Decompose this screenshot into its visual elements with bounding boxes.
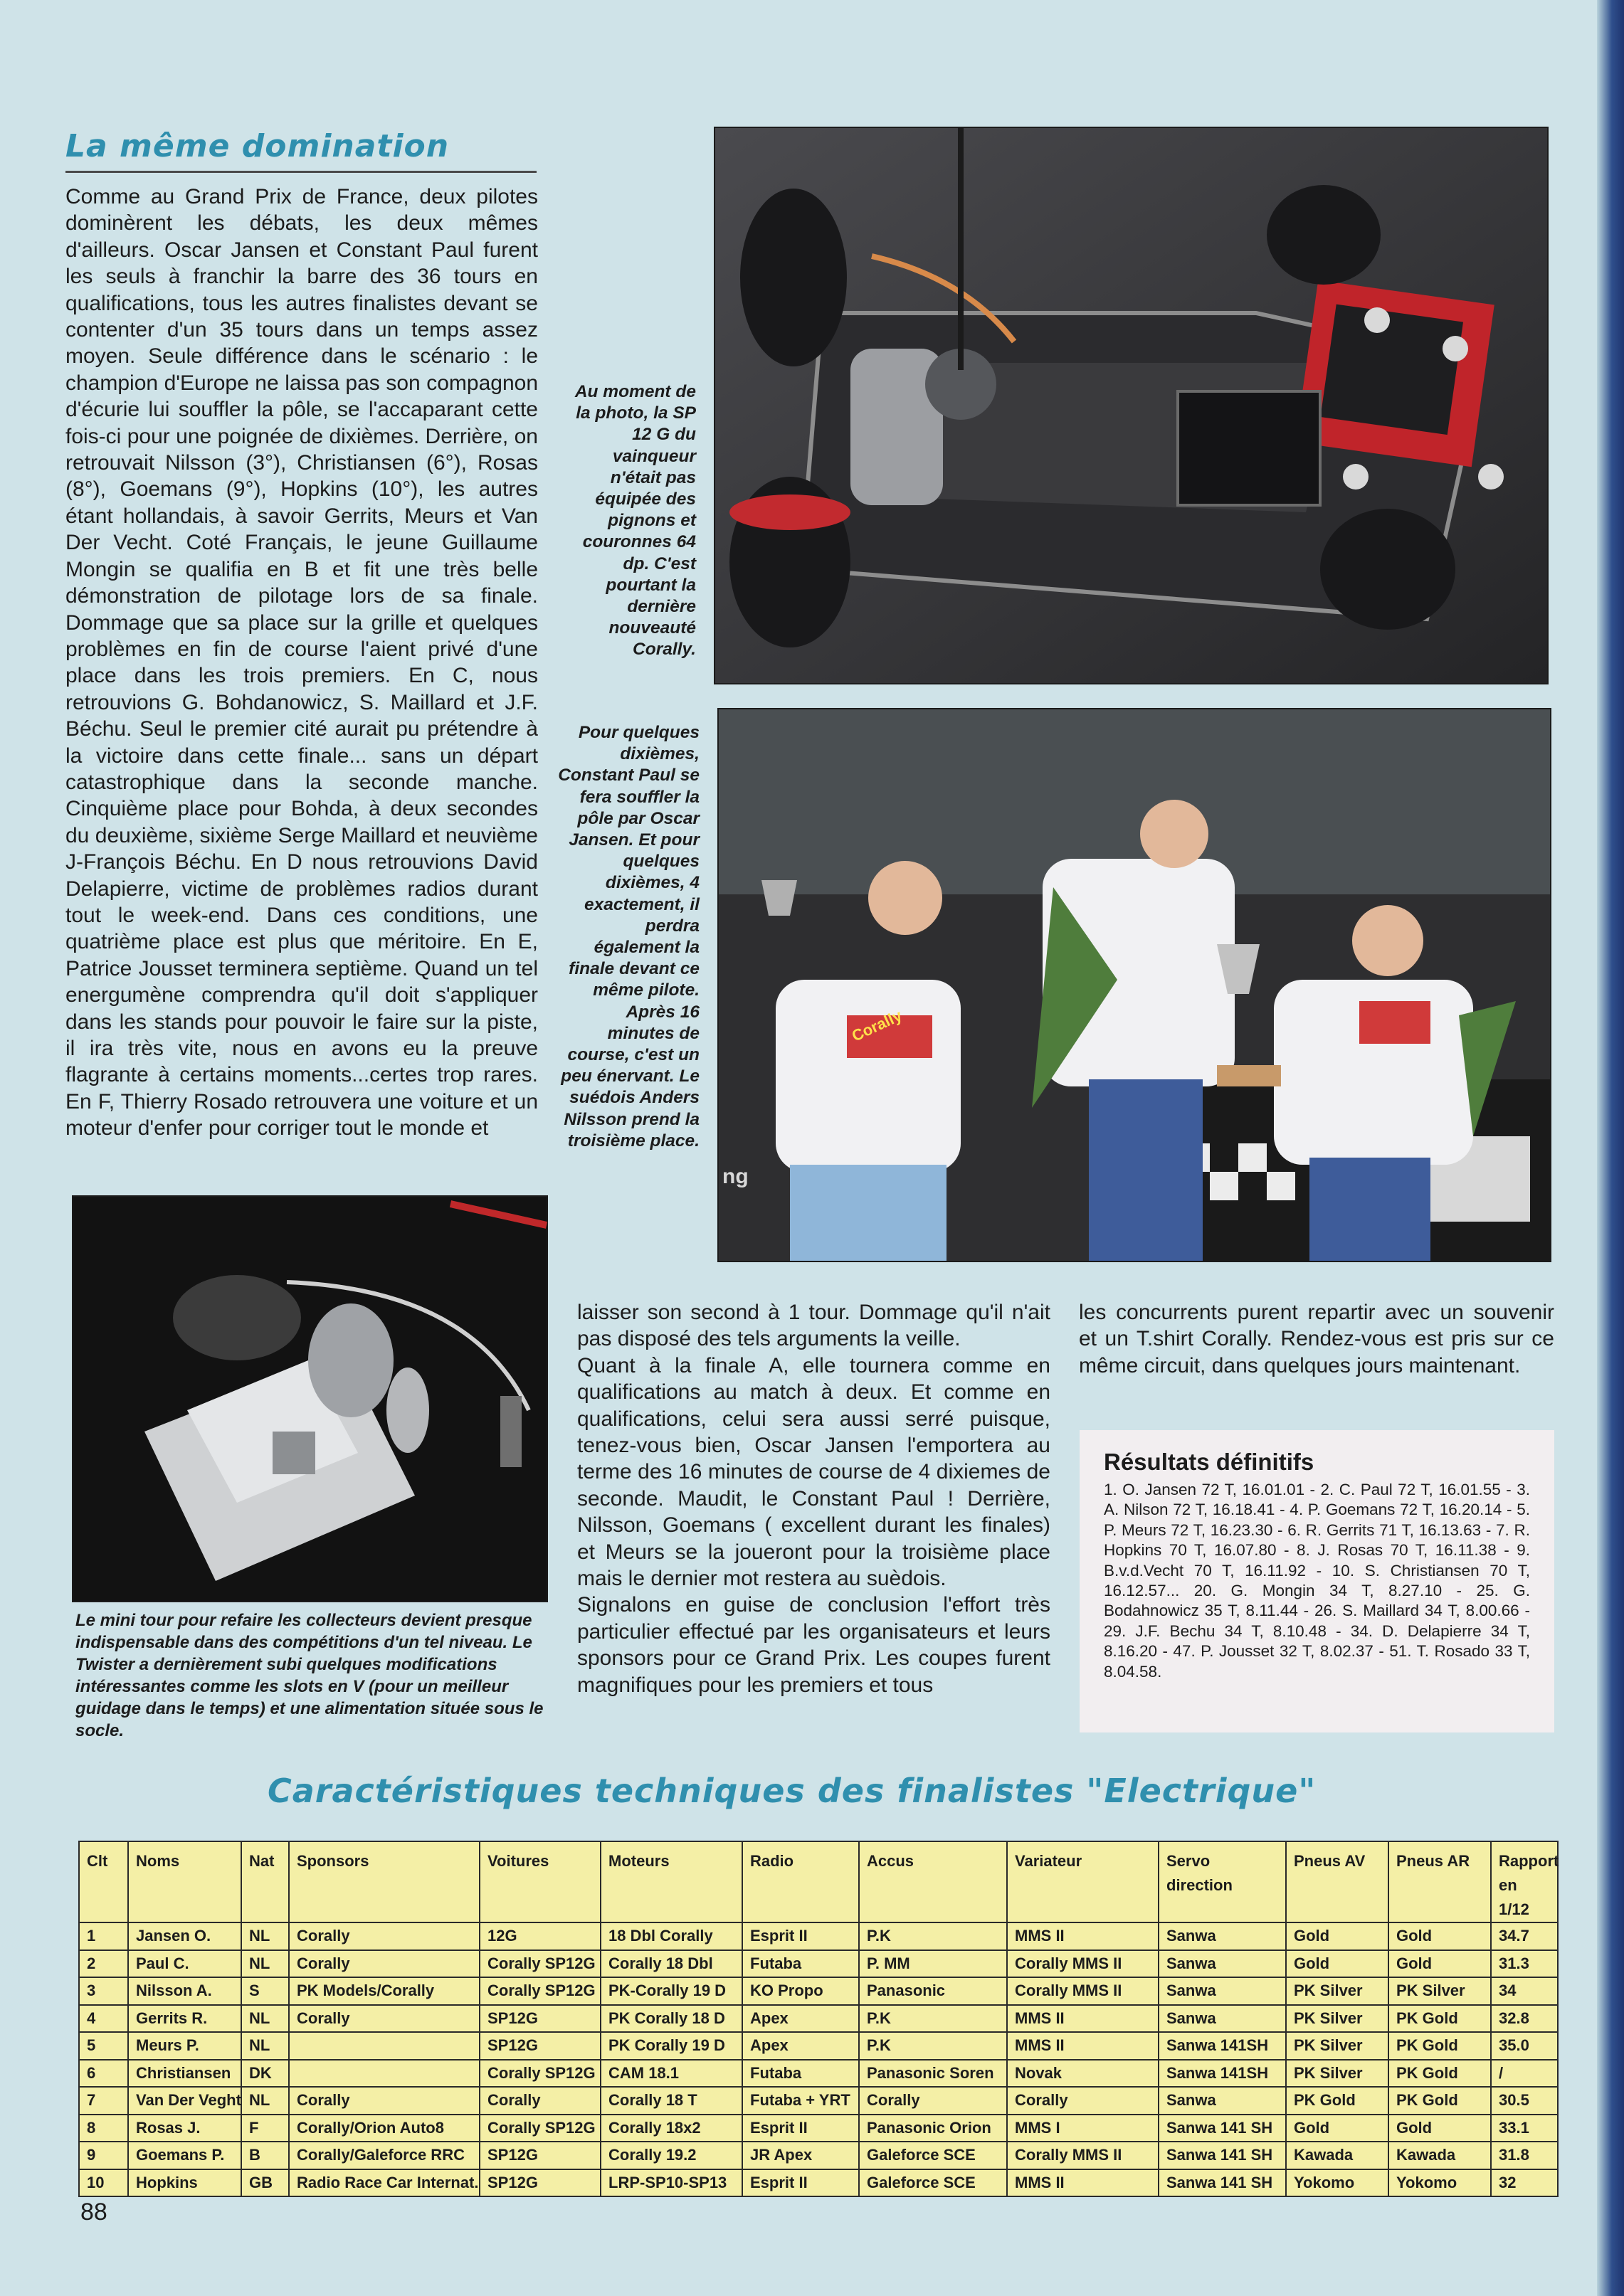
section-heading: La même domination xyxy=(65,128,450,164)
podium-banner-fragment: ng xyxy=(722,1165,749,1188)
specs-table-cell: 2 xyxy=(79,1950,128,1978)
header-cell: Rapport en 1/12 xyxy=(1491,1841,1558,1922)
specs-table-cell: Corally MMS II xyxy=(1007,1977,1159,2005)
lathe-illustration xyxy=(73,1197,547,1601)
specs-table-cell: MMS II xyxy=(1007,2005,1159,2033)
podium-photo-caption: Pour quelques dixièmes, Constant Paul se fera souffler la pôle par Oscar Jansen. Et pour quelques dixièmes, 4 exactement, il perdra également la finale devant ce même pilote. Après 16 minutes de course, c'est un peu énervant. Le suédois Anders Nilsson prend la troisième place. xyxy=(558,723,700,1150)
specs-table-cell: Corally MMS II xyxy=(1007,2142,1159,2169)
specs-table-cell: Panasonic Orion xyxy=(859,2115,1007,2142)
specs-table-cell: Van Der Veght xyxy=(128,2087,241,2115)
specs-table-cell: Esprit II xyxy=(742,2169,859,2197)
mini-lathe-caption: Le mini tour pour refaire les collecteurs devient presque indispensable dans des compétitions d'un tel niveau. Le Twister a dernièrement subi quelques modifications intéressantes comme les slots en V (pour un meilleur guidage dans le temps) et une alimentation située sous le socle. xyxy=(75,1611,544,1740)
specs-table-cell: Corally SP12G xyxy=(480,1977,601,2005)
header-cell: Pneus AR xyxy=(1388,1841,1491,1922)
specs-table-row xyxy=(79,2142,1558,2169)
specs-table-cell: Corally xyxy=(289,2005,480,2033)
specs-table-row xyxy=(79,2060,1558,2088)
specs-table-cell: Gold xyxy=(1388,1922,1491,1950)
specs-table-cell: PK Corally 18 D xyxy=(601,2005,742,2033)
specs-table-cell: PK Silver xyxy=(1388,1977,1491,2005)
specs-table-cell: Gold xyxy=(1286,1922,1388,1950)
header-cell: Moteurs xyxy=(601,1841,742,1922)
header-cell: Radio xyxy=(742,1841,859,1922)
specs-table-cell: Futaba xyxy=(742,1950,859,1978)
specs-table-cell: Corally xyxy=(289,1922,480,1950)
specs-table-cell: Corally xyxy=(289,2087,480,2115)
specs-table-cell: MMS II xyxy=(1007,2169,1159,2197)
specs-table-cell: SP12G xyxy=(480,2032,601,2060)
specs-table-cell: Sanwa 141 SH xyxy=(1159,2115,1286,2142)
specs-table-cell xyxy=(289,2032,480,2060)
specs-table-cell: Gold xyxy=(1286,2115,1388,2142)
specs-table-cell: Sanwa 141SH xyxy=(1159,2032,1286,2060)
results-title: Résultats définitifs xyxy=(1104,1449,1314,1475)
header-cell: Accus xyxy=(859,1841,1007,1922)
specs-table-cell: Sanwa xyxy=(1159,1922,1286,1950)
specs-table-cell: NL xyxy=(241,2032,289,2060)
header-cell: Variateur xyxy=(1007,1841,1159,1922)
specs-table-cell: Gold xyxy=(1388,1950,1491,1978)
specs-table-cell: Sanwa xyxy=(1159,2005,1286,2033)
specs-table-cell: SP12G xyxy=(480,2142,601,2169)
specs-table-cell: MMS I xyxy=(1007,2115,1159,2142)
specs-table-cell xyxy=(289,2060,480,2088)
specs-table-cell: Corally 18 T xyxy=(601,2087,742,2115)
specs-table-body xyxy=(79,1922,1558,2196)
specs-table-cell: Futaba xyxy=(742,2060,859,2088)
specs-table-cell: 9 xyxy=(79,2142,128,2169)
specs-table-cell: P.K xyxy=(859,2032,1007,2060)
header-cell: Voitures xyxy=(480,1841,601,1922)
specs-table-cell: Corally SP12G xyxy=(480,2115,601,2142)
specs-table-row xyxy=(79,2005,1558,2033)
mini-lathe-photo xyxy=(72,1195,548,1602)
specs-table-cell: Sanwa 141 SH xyxy=(1159,2142,1286,2169)
specs-table-cell: Hopkins xyxy=(128,2169,241,2197)
specs-table-cell: 18 Dbl Corally xyxy=(601,1922,742,1950)
specs-table-cell: NL xyxy=(241,2087,289,2115)
specs-table-cell: PK Silver xyxy=(1286,2032,1388,2060)
specs-table-cell: 8 xyxy=(79,2115,128,2142)
specs-table-cell: Sanwa xyxy=(1159,1950,1286,1978)
specs-table-cell: 4 xyxy=(79,2005,128,2033)
specs-table-cell: P. MM xyxy=(859,1950,1007,1978)
specs-table-cell: 12G xyxy=(480,1922,601,1950)
specs-table-cell: Corally SP12G xyxy=(480,2060,601,2088)
specs-table-cell: 6 xyxy=(79,2060,128,2088)
specs-table-cell: Goemans P. xyxy=(128,2142,241,2169)
specs-table-cell: Yokomo xyxy=(1286,2169,1388,2197)
specs-table-row xyxy=(79,1977,1558,2005)
specs-table-cell: 31.8 xyxy=(1491,2142,1558,2169)
specs-table-title: Caractéristiques techniques des finalistes "Electrique" xyxy=(268,1772,1317,1810)
specs-table-cell: Galeforce SCE xyxy=(859,2142,1007,2169)
specs-table-cell: SP12G xyxy=(480,2169,601,2197)
specs-table-cell: NL xyxy=(241,2005,289,2033)
specs-table-cell: 34.7 xyxy=(1491,1922,1558,1950)
specs-table-cell: PK Gold xyxy=(1388,2032,1491,2060)
specs-table-cell: / xyxy=(1491,2060,1558,2088)
header-cell: Noms xyxy=(128,1841,241,1922)
specs-table-cell: 1 xyxy=(79,1922,128,1950)
specs-table-cell: Kawada xyxy=(1286,2142,1388,2169)
specs-table-wrapper xyxy=(78,1841,1559,2191)
specs-table-cell: Sanwa xyxy=(1159,2087,1286,2115)
results-text: 1. O. Jansen 72 T, 16.01.01 - 2. C. Paul 72 T, 16.01.55 - 3. A. Nilson 72 T, 16.18.41 - 4. P. Goemans 72 T, 16.20.14 - 5. P. Meurs 72 T, 16.23.30 - 6. R. Gerrits 71 T, 16.13.63 - 7. R. Hopkins 70 T, 16.07.80 - 8. J. Rosas 70 T, 16.11.38 - 9. B.v.d.Vecht 70 T, 16.11.92 - 10. S. Christiansen 70 T, 16.12.57... 20. G. Mongin 34 T, 8.27.10 - 25. G. Bodahnowicz 35 T, 8.11.44 - 26. S. Maillard 34 T, 8.00.66 - 29. J.F. Bechu 34 T, 8.10.48 - 34. D. Delapierre 34 T, 8.16.20 - 47. P. Jousset 32 T, 8.02.37 - 51. T. Rosado 33 T, 8.04.58. xyxy=(1104,1481,1530,1681)
specs-table-row xyxy=(79,1922,1558,1950)
podium-shirt-logo: Corally xyxy=(849,1006,905,1045)
specs-table-cell: PK Silver xyxy=(1286,2005,1388,2033)
header-cell: Servo direction xyxy=(1159,1841,1286,1922)
specs-table-cell: 35.0 xyxy=(1491,2032,1558,2060)
specs-table-cell: PK Models/Corally xyxy=(289,1977,480,2005)
specs-table-cell: 5 xyxy=(79,2032,128,2060)
car-photo-caption: Au moment de la photo, la SP 12 G du vainqueur n'était pas équipée des pignons et couronnes 64 dp. C'est pourtant la dernière nouveauté Corally. xyxy=(574,382,696,660)
specs-table-cell: S xyxy=(241,1977,289,2005)
specs-table-cell: CAM 18.1 xyxy=(601,2060,742,2088)
specs-table-cell: Novak xyxy=(1007,2060,1159,2088)
specs-table-cell: LRP-SP10-SP13 xyxy=(601,2169,742,2197)
specs-table-cell: Panasonic xyxy=(859,1977,1007,2005)
article-column-1 xyxy=(65,184,538,1173)
specs-table-cell: Nilsson A. xyxy=(128,1977,241,2005)
article-paragraph: laisser son second à 1 tour. Dommage qu'il n'ait pas disposé des tels arguments la veille. xyxy=(577,1301,1050,1351)
specs-table-cell: SP12G xyxy=(480,2005,601,2033)
specs-table-cell: B xyxy=(241,2142,289,2169)
specs-table-row xyxy=(79,2087,1558,2115)
specs-table-cell: PK Silver xyxy=(1286,2060,1388,2088)
specs-table-cell: 7 xyxy=(79,2087,128,2115)
specs-table-cell: 32.8 xyxy=(1491,2005,1558,2033)
page-number: 88 xyxy=(80,2199,107,2226)
results-box xyxy=(1080,1430,1554,1732)
podium-photo xyxy=(717,708,1551,1262)
specs-table-cell: P.K xyxy=(859,1922,1007,1950)
specs-table-cell: 31.3 xyxy=(1491,1950,1558,1978)
specs-table-cell: Galeforce SCE xyxy=(859,2169,1007,2197)
specs-table-cell: Corally/Orion Auto8 xyxy=(289,2115,480,2142)
page-edge-binding xyxy=(1597,0,1624,2296)
specs-table-cell: Gold xyxy=(1388,2115,1491,2142)
specs-table-cell: Esprit II xyxy=(742,2115,859,2142)
specs-table-cell: Apex xyxy=(742,2005,859,2033)
specs-table-cell: Corally xyxy=(480,2087,601,2115)
specs-header-row xyxy=(79,1841,1558,1922)
specs-table-cell: PK Corally 19 D xyxy=(601,2032,742,2060)
podium-illustration xyxy=(719,709,1550,1261)
specs-table-cell: Corally xyxy=(289,1950,480,1978)
specs-table-cell: Sanwa xyxy=(1159,1977,1286,2005)
specs-table-cell: DK xyxy=(241,2060,289,2088)
specs-table-cell: Sanwa 141SH xyxy=(1159,2060,1286,2088)
specs-table-cell: Corally xyxy=(1007,2087,1159,2115)
specs-table-cell: Jansen O. xyxy=(128,1922,241,1950)
specs-table-cell: PK-Corally 19 D xyxy=(601,1977,742,2005)
specs-table-cell: Corally MMS II xyxy=(1007,1950,1159,1978)
specs-table-cell: Corally 18x2 xyxy=(601,2115,742,2142)
specs-table-cell: Gerrits R. xyxy=(128,2005,241,2033)
car-chassis-illustration xyxy=(715,128,1547,683)
specs-table-cell: MMS II xyxy=(1007,2032,1159,2060)
specs-table-cell: Corally 19.2 xyxy=(601,2142,742,2169)
specs-table-cell: Radio Race Car Internat. xyxy=(289,2169,480,2197)
article-paragraph: Signalons en guise de conclusion l'effort très particulier effectué par les organisateurs et leurs sponsors pour ce Grand Prix. Les coupes furent magnifiques pour les premiers et tous xyxy=(577,1593,1050,1697)
specs-table-cell: Sanwa 141 SH xyxy=(1159,2169,1286,2197)
specs-table xyxy=(78,1841,1559,2197)
article-paragraph: les concurrents purent repartir avec un souvenir et un T.shirt Corally. Rendez-vous est pris sur ce même circuit, dans quelques jours maintenant. xyxy=(1079,1301,1554,1377)
specs-table-cell: GB xyxy=(241,2169,289,2197)
heading-rule xyxy=(65,171,537,173)
specs-table-cell: Yokomo xyxy=(1388,2169,1491,2197)
car-chassis-photo xyxy=(714,127,1549,684)
specs-table-cell: Futaba + YRT xyxy=(742,2087,859,2115)
header-cell: Pneus AV xyxy=(1286,1841,1388,1922)
specs-table-row xyxy=(79,2115,1558,2142)
header-cell: Clt xyxy=(79,1841,128,1922)
specs-table-cell: 30.5 xyxy=(1491,2087,1558,2115)
specs-table-cell: PK Gold xyxy=(1286,2087,1388,2115)
specs-table-row xyxy=(79,1950,1558,1978)
article-column-2 xyxy=(577,1299,1050,1740)
specs-table-cell: PK Gold xyxy=(1388,2005,1491,2033)
specs-table-cell: KO Propo xyxy=(742,1977,859,2005)
specs-table-cell: PK Silver xyxy=(1286,1977,1388,2005)
specs-table-cell: Gold xyxy=(1286,1950,1388,1978)
specs-table-cell: 10 xyxy=(79,2169,128,2197)
specs-table-cell: Kawada xyxy=(1388,2142,1491,2169)
specs-table-cell: PK Gold xyxy=(1388,2087,1491,2115)
article-paragraph: Comme au Grand Prix de France, deux pilotes dominèrent les débats, les deux mêmes d'ailleurs. Oscar Jansen et Constant Paul furent les seuls à franchir la barre des 36 tours en qualifications, tous les autres finalistes devant se contenter d'un 35 tours dans un temps assez moyen. Seule différence dans le scénario : le champion d'Europe ne laissa pas son compagnon d'écurie lui souffler la pôle, se l'accaparant cette fois-ci pour une poignée de dixièmes. Derrière, on retrouvait Nilsson (3°), Christiansen (6°), Rosas (8°), Goemans (9°), Hopkins (10°), les autres étant hollandais, à savoir Gerrits, Meurs et Van Der Vecht. Coté Français, le jeune Guillaume Mongin se qualifia en B et fit une très belle démonstration de pilotage lors de sa finale. Dommage que sa place sur la grille et quelques problèmes en fin de course l'aient privé d'une place dans les trois premiers. En C, nous retrouvions G. Bohdanowicz, S. Maillard et J.F. Béchu. Seul le premier cité aurait pu prétendre à la victoire dans cette finale... sans un départ catastrophique dans la seconde manche. Cinquième place pour Bohda, à deux secondes du deuxième, sixième Serge Maillard et neuvième J-François Béchu. En D nous retrouvions David Delapierre, victime de problèmes radios durant tout le week-end. Dans ces conditions, une quatrième place est plus que méritoire. En E, Patrice Jousset terminera septième. Quand un tel energumène comprendra qu'il doit s'appliquer dans les stands pour pouvoir le faire sur la piste, il ira très vite, nous en avons eu la preuve flagrante à certains moments...certes trop rares. En F, Thierry Rosado retrouvera une voiture et un moteur d'enfer pour corriger tout le monde et xyxy=(65,185,538,1141)
specs-table-cell: Panasonic Soren xyxy=(859,2060,1007,2088)
specs-table-cell: JR Apex xyxy=(742,2142,859,2169)
specs-table-cell: 3 xyxy=(79,1977,128,2005)
specs-table-cell: Corally xyxy=(859,2087,1007,2115)
specs-table-cell: Corally SP12G xyxy=(480,1950,601,1978)
specs-table-cell: F xyxy=(241,2115,289,2142)
article-paragraph: Quant à la finale A, elle tournera comme en qualifications au match à deux. Et comme en qualifications, celui sera aussi serré puisque, tenez-vous bien, Oscar Jansen l'emportera au terme des 16 minutes de course de 4 dixiemes de seconde. Maudit, le Constant Paul ! Derrière, Nilsson, Goemans ( excellent durant les finales) et Meurs se la joueront pour la troisième place mais le dernier mot restera au suèdois. xyxy=(577,1353,1050,1591)
specs-table-cell: P.K xyxy=(859,2005,1007,2033)
specs-table-row xyxy=(79,2032,1558,2060)
specs-table-cell: NL xyxy=(241,1950,289,1978)
specs-table-cell: 33.1 xyxy=(1491,2115,1558,2142)
specs-table-cell: Paul C. xyxy=(128,1950,241,1978)
article-column-3 xyxy=(1079,1299,1554,1406)
specs-table-cell: Corally/Galeforce RRC xyxy=(289,2142,480,2169)
specs-table-cell: PK Gold xyxy=(1388,2060,1491,2088)
header-cell: Nat xyxy=(241,1841,289,1922)
specs-table-cell: 34 xyxy=(1491,1977,1558,2005)
header-cell: Sponsors xyxy=(289,1841,480,1922)
specs-table-cell: NL xyxy=(241,1922,289,1950)
specs-table-cell: Christiansen xyxy=(128,2060,241,2088)
specs-table-row xyxy=(79,2169,1558,2197)
specs-table-cell: Corally 18 Dbl xyxy=(601,1950,742,1978)
specs-table-cell: Rosas J. xyxy=(128,2115,241,2142)
specs-table-cell: Esprit II xyxy=(742,1922,859,1950)
specs-table-cell: 32 xyxy=(1491,2169,1558,2197)
specs-table-cell: MMS II xyxy=(1007,1922,1159,1950)
specs-table-cell: Meurs P. xyxy=(128,2032,241,2060)
specs-table-cell: Apex xyxy=(742,2032,859,2060)
